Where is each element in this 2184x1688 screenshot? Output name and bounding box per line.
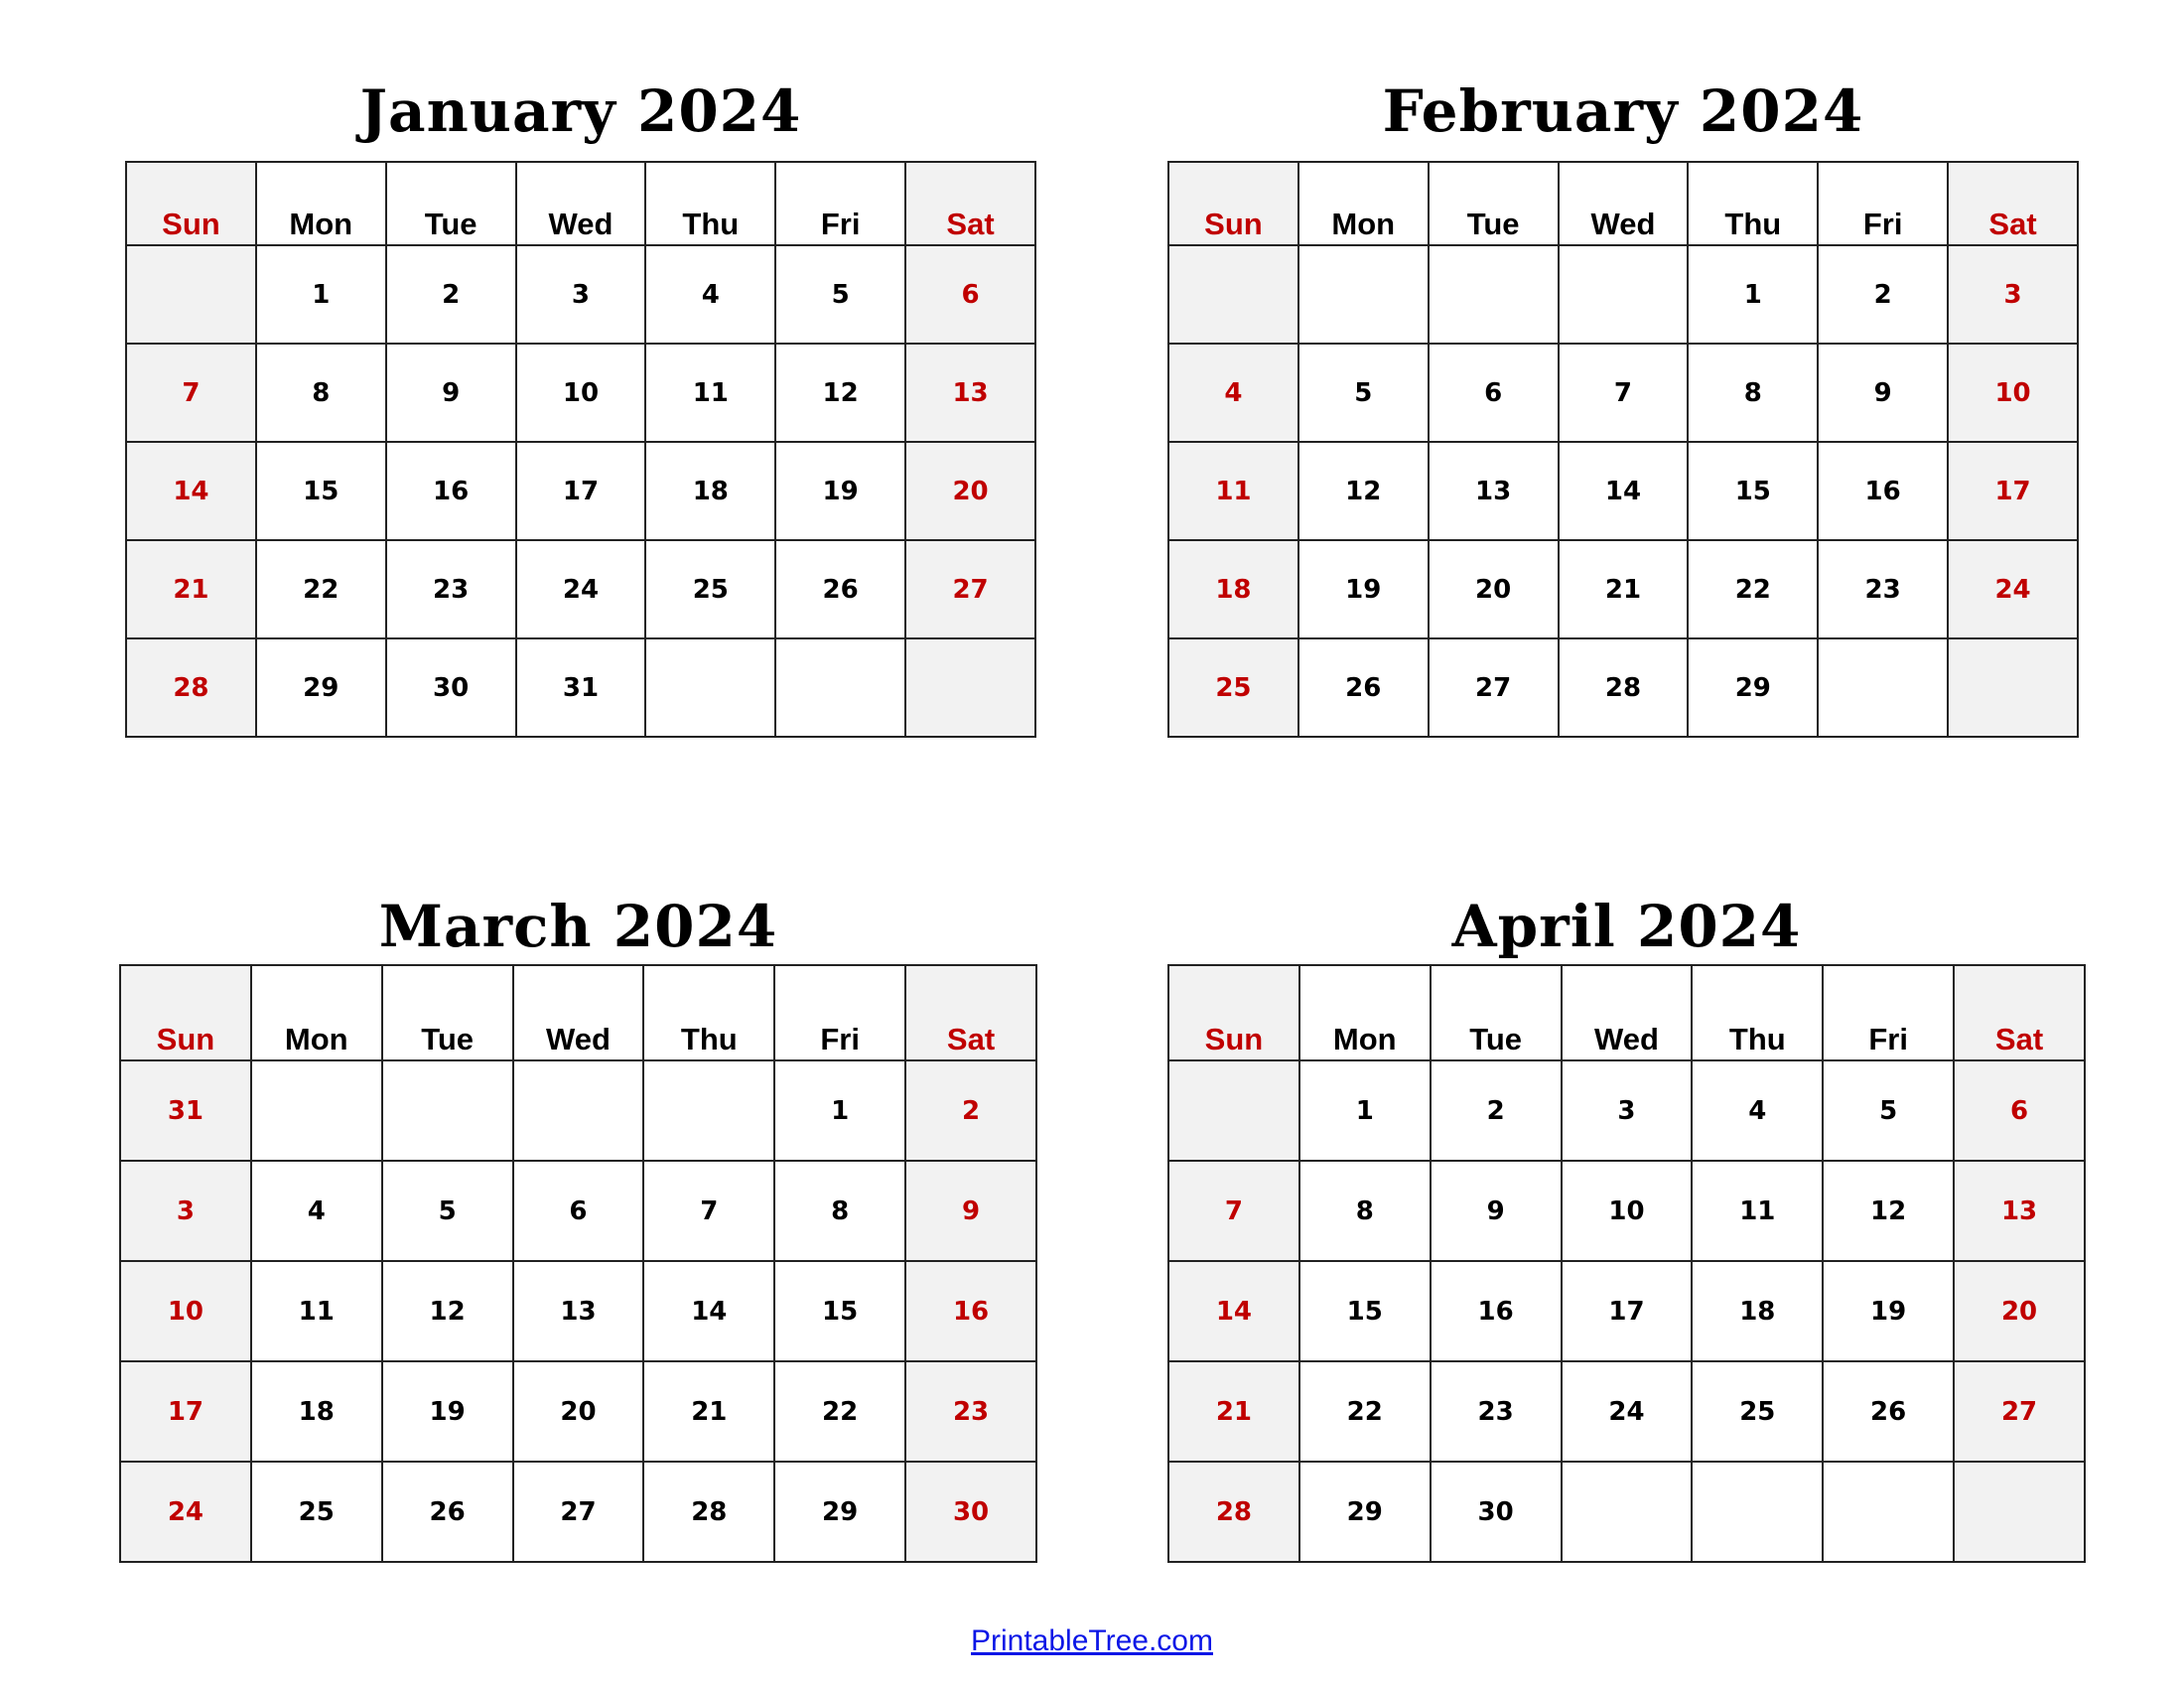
day-cell: 25	[645, 540, 775, 638]
day-cell: 16	[386, 442, 516, 540]
week-row	[120, 1261, 1036, 1361]
month-january	[125, 71, 1036, 737]
day-cell: 2	[905, 1060, 1036, 1161]
weekday-sun: Sun	[126, 162, 256, 245]
day-cell: 10	[1948, 344, 2078, 442]
day-cell	[645, 638, 775, 737]
weekday-thu: Thu	[1692, 965, 1823, 1060]
day-cell: 10	[120, 1261, 251, 1361]
day-cell: 27	[905, 540, 1035, 638]
week-row	[120, 1161, 1036, 1261]
day-cell: 22	[256, 540, 386, 638]
day-cell: 24	[1562, 1361, 1693, 1462]
day-cell: 9	[1431, 1161, 1562, 1261]
day-cell: 4	[251, 1161, 382, 1261]
month-title: April 2024	[1451, 893, 1802, 960]
day-cell: 8	[1688, 344, 1818, 442]
day-cell	[1818, 638, 1948, 737]
week-row	[120, 1361, 1036, 1462]
day-cell	[1948, 638, 2078, 737]
weekday-thu: Thu	[645, 162, 775, 245]
day-cell: 11	[645, 344, 775, 442]
day-cell: 18	[1692, 1261, 1823, 1361]
weekday-sat: Sat	[905, 965, 1036, 1060]
day-cell: 14	[1168, 1261, 1299, 1361]
day-cell: 25	[1692, 1361, 1823, 1462]
day-cell	[1168, 245, 1298, 344]
day-cell: 23	[1431, 1361, 1562, 1462]
day-cell: 15	[256, 442, 386, 540]
day-cell: 4	[1168, 344, 1298, 442]
day-cell: 24	[1948, 540, 2078, 638]
day-cell: 27	[1429, 638, 1559, 737]
day-cell: 17	[516, 442, 646, 540]
day-cell: 24	[120, 1462, 251, 1562]
calendar-grid	[1167, 964, 2086, 1563]
day-cell: 11	[251, 1261, 382, 1361]
day-cell: 3	[1948, 245, 2078, 344]
day-cell: 21	[1559, 540, 1689, 638]
day-cell: 5	[1823, 1060, 1954, 1161]
month-title: February 2024	[1382, 77, 1864, 145]
day-cell: 19	[382, 1361, 513, 1462]
day-cell: 10	[516, 344, 646, 442]
weekday-tue: Tue	[1429, 162, 1559, 245]
day-cell: 17	[1562, 1261, 1693, 1361]
weekday-header-row	[1168, 162, 2078, 245]
weekday-mon: Mon	[1299, 965, 1431, 1060]
day-cell: 20	[513, 1361, 644, 1462]
day-cell: 6	[513, 1161, 644, 1261]
calendar-grid	[1167, 161, 2079, 738]
weekday-wed: Wed	[1562, 965, 1693, 1060]
day-cell: 7	[1168, 1161, 1299, 1261]
day-cell: 13	[513, 1261, 644, 1361]
calendar-grid	[119, 964, 1037, 1563]
day-cell: 25	[1168, 638, 1298, 737]
day-cell	[1168, 1060, 1299, 1161]
day-cell: 25	[251, 1462, 382, 1562]
weekday-header-row	[1168, 965, 2085, 1060]
day-cell: 21	[643, 1361, 774, 1462]
day-cell: 31	[516, 638, 646, 737]
day-cell: 6	[905, 245, 1035, 344]
day-cell: 15	[774, 1261, 905, 1361]
day-cell: 31	[120, 1060, 251, 1161]
day-cell: 21	[126, 540, 256, 638]
day-cell	[382, 1060, 513, 1161]
day-cell: 1	[774, 1060, 905, 1161]
day-cell	[1823, 1462, 1954, 1562]
week-row	[1168, 442, 2078, 540]
day-cell: 8	[256, 344, 386, 442]
weekday-tue: Tue	[382, 965, 513, 1060]
day-cell: 11	[1692, 1161, 1823, 1261]
day-cell: 22	[774, 1361, 905, 1462]
day-cell: 21	[1168, 1361, 1299, 1462]
day-cell: 23	[1818, 540, 1948, 638]
day-cell: 28	[126, 638, 256, 737]
weekday-wed: Wed	[1559, 162, 1689, 245]
day-cell: 23	[386, 540, 516, 638]
day-cell: 13	[1954, 1161, 2085, 1261]
day-cell: 3	[1562, 1060, 1693, 1161]
calendar-grid	[125, 161, 1036, 738]
weekday-mon: Mon	[251, 965, 382, 1060]
month-march	[119, 887, 1037, 1572]
week-row	[1168, 1060, 2085, 1161]
day-cell: 6	[1954, 1060, 2085, 1161]
day-cell: 19	[1823, 1261, 1954, 1361]
day-cell: 22	[1688, 540, 1818, 638]
day-cell: 4	[645, 245, 775, 344]
day-cell: 3	[516, 245, 646, 344]
day-cell: 14	[643, 1261, 774, 1361]
weekday-sat: Sat	[905, 162, 1035, 245]
day-cell: 6	[1429, 344, 1559, 442]
month-april	[1167, 887, 2086, 1572]
week-row	[1168, 1261, 2085, 1361]
day-cell	[775, 638, 905, 737]
day-cell: 5	[382, 1161, 513, 1261]
day-cell: 19	[1298, 540, 1429, 638]
week-row	[1168, 245, 2078, 344]
day-cell: 10	[1562, 1161, 1693, 1261]
day-cell: 2	[386, 245, 516, 344]
day-cell: 7	[126, 344, 256, 442]
day-cell: 14	[1559, 442, 1689, 540]
month-title: March 2024	[378, 893, 778, 960]
day-cell: 9	[905, 1161, 1036, 1261]
month-title: January 2024	[359, 77, 802, 145]
weekday-tue: Tue	[1431, 965, 1562, 1060]
day-cell: 12	[1298, 442, 1429, 540]
weekday-sun: Sun	[120, 965, 251, 1060]
day-cell: 5	[775, 245, 905, 344]
day-cell: 15	[1299, 1261, 1431, 1361]
day-cell: 18	[1168, 540, 1298, 638]
weekday-sun: Sun	[1168, 965, 1299, 1060]
day-cell: 26	[775, 540, 905, 638]
month-february	[1167, 71, 2079, 737]
day-cell: 28	[643, 1462, 774, 1562]
day-cell: 11	[1168, 442, 1298, 540]
week-row	[120, 1060, 1036, 1161]
day-cell: 14	[126, 442, 256, 540]
day-cell: 16	[905, 1261, 1036, 1361]
day-cell: 12	[382, 1261, 513, 1361]
week-row	[1168, 638, 2078, 737]
day-cell: 13	[1429, 442, 1559, 540]
week-row	[126, 344, 1035, 442]
day-cell: 29	[1688, 638, 1818, 737]
day-cell: 3	[120, 1161, 251, 1261]
day-cell: 18	[645, 442, 775, 540]
day-cell: 19	[775, 442, 905, 540]
weekday-sat: Sat	[1948, 162, 2078, 245]
weekday-thu: Thu	[1688, 162, 1818, 245]
weekday-sun: Sun	[1168, 162, 1298, 245]
weekday-wed: Wed	[516, 162, 646, 245]
day-cell: 20	[905, 442, 1035, 540]
day-cell: 29	[256, 638, 386, 737]
day-cell	[1954, 1462, 2085, 1562]
day-cell: 20	[1954, 1261, 2085, 1361]
day-cell: 8	[1299, 1161, 1431, 1261]
weekday-fri: Fri	[774, 965, 905, 1060]
day-cell: 8	[774, 1161, 905, 1261]
weekday-header-row	[126, 162, 1035, 245]
day-cell: 17	[1948, 442, 2078, 540]
day-cell: 29	[1299, 1462, 1431, 1562]
weekday-fri: Fri	[775, 162, 905, 245]
week-row	[120, 1462, 1036, 1562]
day-cell: 30	[1431, 1462, 1562, 1562]
weekday-header-row	[120, 965, 1036, 1060]
day-cell: 12	[1823, 1161, 1954, 1261]
day-cell: 20	[1429, 540, 1559, 638]
weekday-tue: Tue	[386, 162, 516, 245]
weekday-sat: Sat	[1954, 965, 2085, 1060]
weekday-fri: Fri	[1818, 162, 1948, 245]
day-cell: 26	[1823, 1361, 1954, 1462]
day-cell: 28	[1559, 638, 1689, 737]
week-row	[1168, 1361, 2085, 1462]
day-cell: 1	[256, 245, 386, 344]
week-row	[126, 245, 1035, 344]
day-cell: 5	[1298, 344, 1429, 442]
day-cell: 26	[382, 1462, 513, 1562]
day-cell: 9	[1818, 344, 1948, 442]
weekday-mon: Mon	[256, 162, 386, 245]
day-cell: 26	[1298, 638, 1429, 737]
day-cell	[1692, 1462, 1823, 1562]
weekday-wed: Wed	[513, 965, 644, 1060]
week-row	[126, 638, 1035, 737]
day-cell	[1559, 245, 1689, 344]
day-cell	[643, 1060, 774, 1161]
day-cell: 9	[386, 344, 516, 442]
day-cell: 29	[774, 1462, 905, 1562]
day-cell	[905, 638, 1035, 737]
day-cell: 7	[1559, 344, 1689, 442]
day-cell: 7	[643, 1161, 774, 1261]
day-cell: 18	[251, 1361, 382, 1462]
day-cell: 2	[1431, 1060, 1562, 1161]
day-cell: 27	[513, 1462, 644, 1562]
day-cell: 28	[1168, 1462, 1299, 1562]
day-cell	[513, 1060, 644, 1161]
day-cell: 30	[905, 1462, 1036, 1562]
day-cell: 12	[775, 344, 905, 442]
weekday-thu: Thu	[643, 965, 774, 1060]
day-cell: 1	[1688, 245, 1818, 344]
day-cell: 4	[1692, 1060, 1823, 1161]
day-cell	[126, 245, 256, 344]
day-cell: 23	[905, 1361, 1036, 1462]
day-cell: 16	[1818, 442, 1948, 540]
printabletree-link[interactable]: PrintableTree.com	[971, 1624, 1213, 1657]
day-cell: 22	[1299, 1361, 1431, 1462]
day-cell: 16	[1431, 1261, 1562, 1361]
day-cell	[1429, 245, 1559, 344]
day-cell: 13	[905, 344, 1035, 442]
day-cell: 24	[516, 540, 646, 638]
day-cell: 17	[120, 1361, 251, 1462]
week-row	[1168, 540, 2078, 638]
day-cell	[1298, 245, 1429, 344]
weekday-fri: Fri	[1823, 965, 1954, 1060]
day-cell: 15	[1688, 442, 1818, 540]
week-row	[126, 442, 1035, 540]
day-cell: 1	[1299, 1060, 1431, 1161]
day-cell: 27	[1954, 1361, 2085, 1462]
weekday-mon: Mon	[1298, 162, 1429, 245]
day-cell: 2	[1818, 245, 1948, 344]
week-row	[126, 540, 1035, 638]
day-cell	[1562, 1462, 1693, 1562]
day-cell: 30	[386, 638, 516, 737]
week-row	[1168, 344, 2078, 442]
day-cell	[251, 1060, 382, 1161]
week-row	[1168, 1161, 2085, 1261]
week-row	[1168, 1462, 2085, 1562]
